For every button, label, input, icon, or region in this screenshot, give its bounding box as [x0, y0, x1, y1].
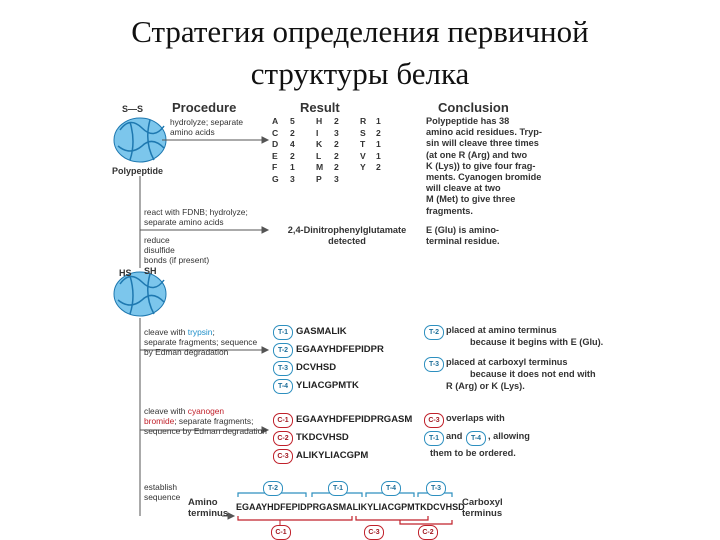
sh-label: SH [144, 266, 157, 276]
amino-terminus-label: Amino terminus [188, 497, 229, 520]
conclusion-t2-reason: because it begins with E (Glu). [470, 337, 604, 347]
fragment-t4: YLIACGPMTK [296, 380, 359, 391]
step-fdnb: react with FDNB; hydrolyze; separate amino acids [144, 207, 248, 227]
fragment-c2: TKDCVHSD [296, 432, 349, 443]
conclusion-t3-reason-2: R (Arg) or K (Lys). [446, 381, 525, 391]
composition-col2-counts: 2 3 2 2 2 3 [334, 116, 339, 184]
fragment-t3: DCVHSD [296, 362, 337, 373]
carboxyl-terminus-label: Carboxyl terminus [462, 497, 503, 520]
final-sequence: EGAAYHDFEPIDPRGASMALIKYLIACGPMTKDCVHSD [236, 502, 465, 512]
final-tag-t4: T-4 [381, 481, 401, 496]
header-conclusion: Conclusion [438, 100, 509, 115]
step-establish: establish sequence [144, 482, 181, 502]
tag-t2-conclusion: T-2 [424, 325, 444, 340]
conclusion-t3: placed at carboxyl terminus [446, 357, 568, 367]
title-line-2: структуры белка [250, 56, 470, 91]
step-trypsin: cleave with trypsin; separate fragments; sequence by Edman degradation [144, 327, 258, 357]
tag-t2: T-2 [273, 343, 293, 358]
final-tag-t2: T-2 [263, 481, 283, 496]
step-hydrolyze: hydrolyze; separate amino acids [170, 117, 244, 137]
final-tag-t3: T-3 [426, 481, 446, 496]
composition-col3-counts: 1 2 1 1 2 [376, 116, 381, 172]
tag-c1: C-1 [273, 413, 293, 428]
header-result: Result [300, 100, 340, 115]
conclusion-and: and [446, 431, 463, 441]
final-tag-t1: T-1 [328, 481, 348, 496]
composition-col1: A C D E F G [272, 116, 279, 184]
step-reduce: reduce disulfide bonds (if present) [144, 235, 210, 265]
final-tag-c1: C-1 [271, 525, 291, 540]
ss-label: S—S [122, 104, 144, 114]
conclusion-t2: placed at amino terminus [446, 325, 557, 335]
conclusion-c3-overlaps: overlaps with [446, 413, 505, 423]
step-cnbr: cleave with cyanogen bromide; separate fragments; sequence by Edman degradation [144, 406, 267, 436]
hs-label: HS [119, 268, 132, 278]
tag-t1: T-1 [273, 325, 293, 340]
tag-t4-conclusion: T-4 [466, 431, 486, 446]
conclusion-composition: Polypeptide has 38 amino acid residues. Tryp- sin will cleave three times (at one R (Arg) and two K (Lys)) to give four frag- ments. Cyanogen bromide will cleave at two M (Met) to give three fragments. [426, 116, 542, 216]
dnp-result: 2,4-Dinitrophenylglutamate detected [287, 225, 407, 247]
conclusion-ordered: them to be ordered. [430, 448, 516, 458]
fragment-t1: GASMALIK [296, 326, 347, 337]
title-line-1: Стратегия определения первичной [131, 14, 589, 49]
fragment-c3: ALIKYLIACGPM [296, 450, 369, 461]
tag-t4: T-4 [273, 379, 293, 394]
composition-col1-counts: 5 2 4 2 1 3 [290, 116, 295, 184]
tag-c3: C-3 [273, 449, 293, 464]
final-tag-c2: C-2 [418, 525, 438, 540]
tag-t3: T-3 [273, 361, 293, 376]
final-tag-c3: C-3 [364, 525, 384, 540]
fragment-t2: EGAAYHDFEPIDPR [296, 344, 384, 355]
fragment-c1: EGAAYHDFEPIDPRGASM [296, 414, 413, 425]
conclusion-t3-reason: because it does not end with [470, 369, 596, 379]
protein-folded-icon [114, 118, 166, 162]
tag-t3-conclusion: T-3 [424, 357, 444, 372]
tag-c3-conclusion: C-3 [424, 413, 444, 428]
tag-t1-conclusion: T-1 [424, 431, 444, 446]
conclusion-allowing: , allowing [488, 431, 530, 441]
protein-reduced-icon [114, 272, 166, 316]
composition-col3: R S T V Y [360, 116, 367, 172]
conclusion-amino-terminal: E (Glu) is amino- terminal residue. [426, 225, 500, 247]
polypeptide-label: Polypeptide [112, 166, 164, 176]
header-procedure: Procedure [172, 100, 237, 115]
tag-c2: C-2 [273, 431, 293, 446]
composition-col2: H I K L M P [316, 116, 324, 184]
